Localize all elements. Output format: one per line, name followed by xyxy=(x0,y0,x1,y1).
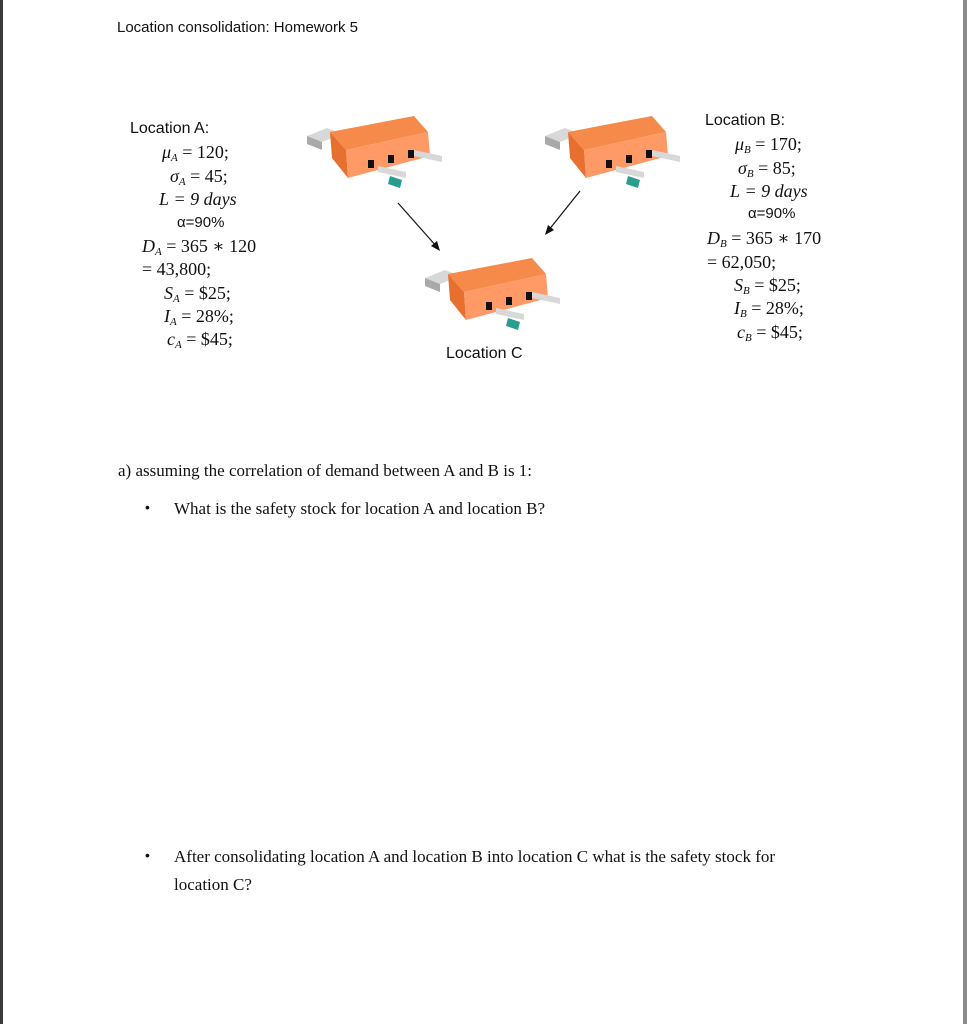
location-a-demand-expr: $D_A = 365$ ∗ 120 xyxy=(142,236,257,258)
warehouse-icon xyxy=(302,110,452,195)
location-a-mu: $\mu_A = 120$; xyxy=(162,142,229,164)
location-a-demand-result: = 43,800; xyxy=(142,259,212,279)
question-1: What is the safety stock for location A and location B? xyxy=(174,499,546,518)
warehouse-icon xyxy=(540,110,690,195)
question-part-a: a) assuming the correlation of demand between A and B is 1: xyxy=(118,461,533,480)
location-b-sigma: $\sigma_B = 85$; xyxy=(738,158,796,180)
location-b-setup-cost: $S_B$ = $25; xyxy=(734,275,801,297)
arrow-icon xyxy=(395,200,445,255)
location-a-setup-cost: $S_A$ = $25; xyxy=(164,283,231,305)
bullet: • xyxy=(145,499,150,515)
page-edge-left xyxy=(0,0,3,1024)
location-b-label: Location B: xyxy=(705,112,786,129)
location-b-mu: $\mu_B = 170$; xyxy=(735,134,802,156)
location-a-lead-time: L = 9 days xyxy=(159,189,237,209)
location-b-demand-result: = 62,050; xyxy=(707,252,777,272)
question-2-line-1: After consolidating location A and location B into location C what is the safety stock for xyxy=(174,847,776,866)
question-2-line-2: location C? xyxy=(174,875,252,894)
location-b-demand-expr: $D_B = 365$ ∗ 170 xyxy=(707,228,822,250)
location-a-sigma: $\sigma_A = 45$; xyxy=(170,166,228,188)
arrow-icon xyxy=(540,188,585,240)
location-b-holding-rate: $I_B = 28\%$; xyxy=(734,298,804,320)
location-a-unit-cost: $c_A$ = $45; xyxy=(167,329,233,351)
location-a-label: Location A: xyxy=(130,120,210,137)
location-b-alpha: α=90% xyxy=(748,205,796,222)
page-edge-right xyxy=(963,0,967,1024)
page-title: Location consolidation: Homework 5 xyxy=(117,19,358,36)
location-c-label: Location C xyxy=(446,345,523,362)
location-a-holding-rate: $I_A = 28\%$; xyxy=(164,306,234,328)
location-b-unit-cost: $c_B$ = $45; xyxy=(737,322,803,344)
bullet: • xyxy=(145,847,150,863)
location-a-alpha: α=90% xyxy=(177,214,225,231)
warehouse-icon xyxy=(420,252,570,337)
location-b-lead-time: L = 9 days xyxy=(730,181,808,201)
